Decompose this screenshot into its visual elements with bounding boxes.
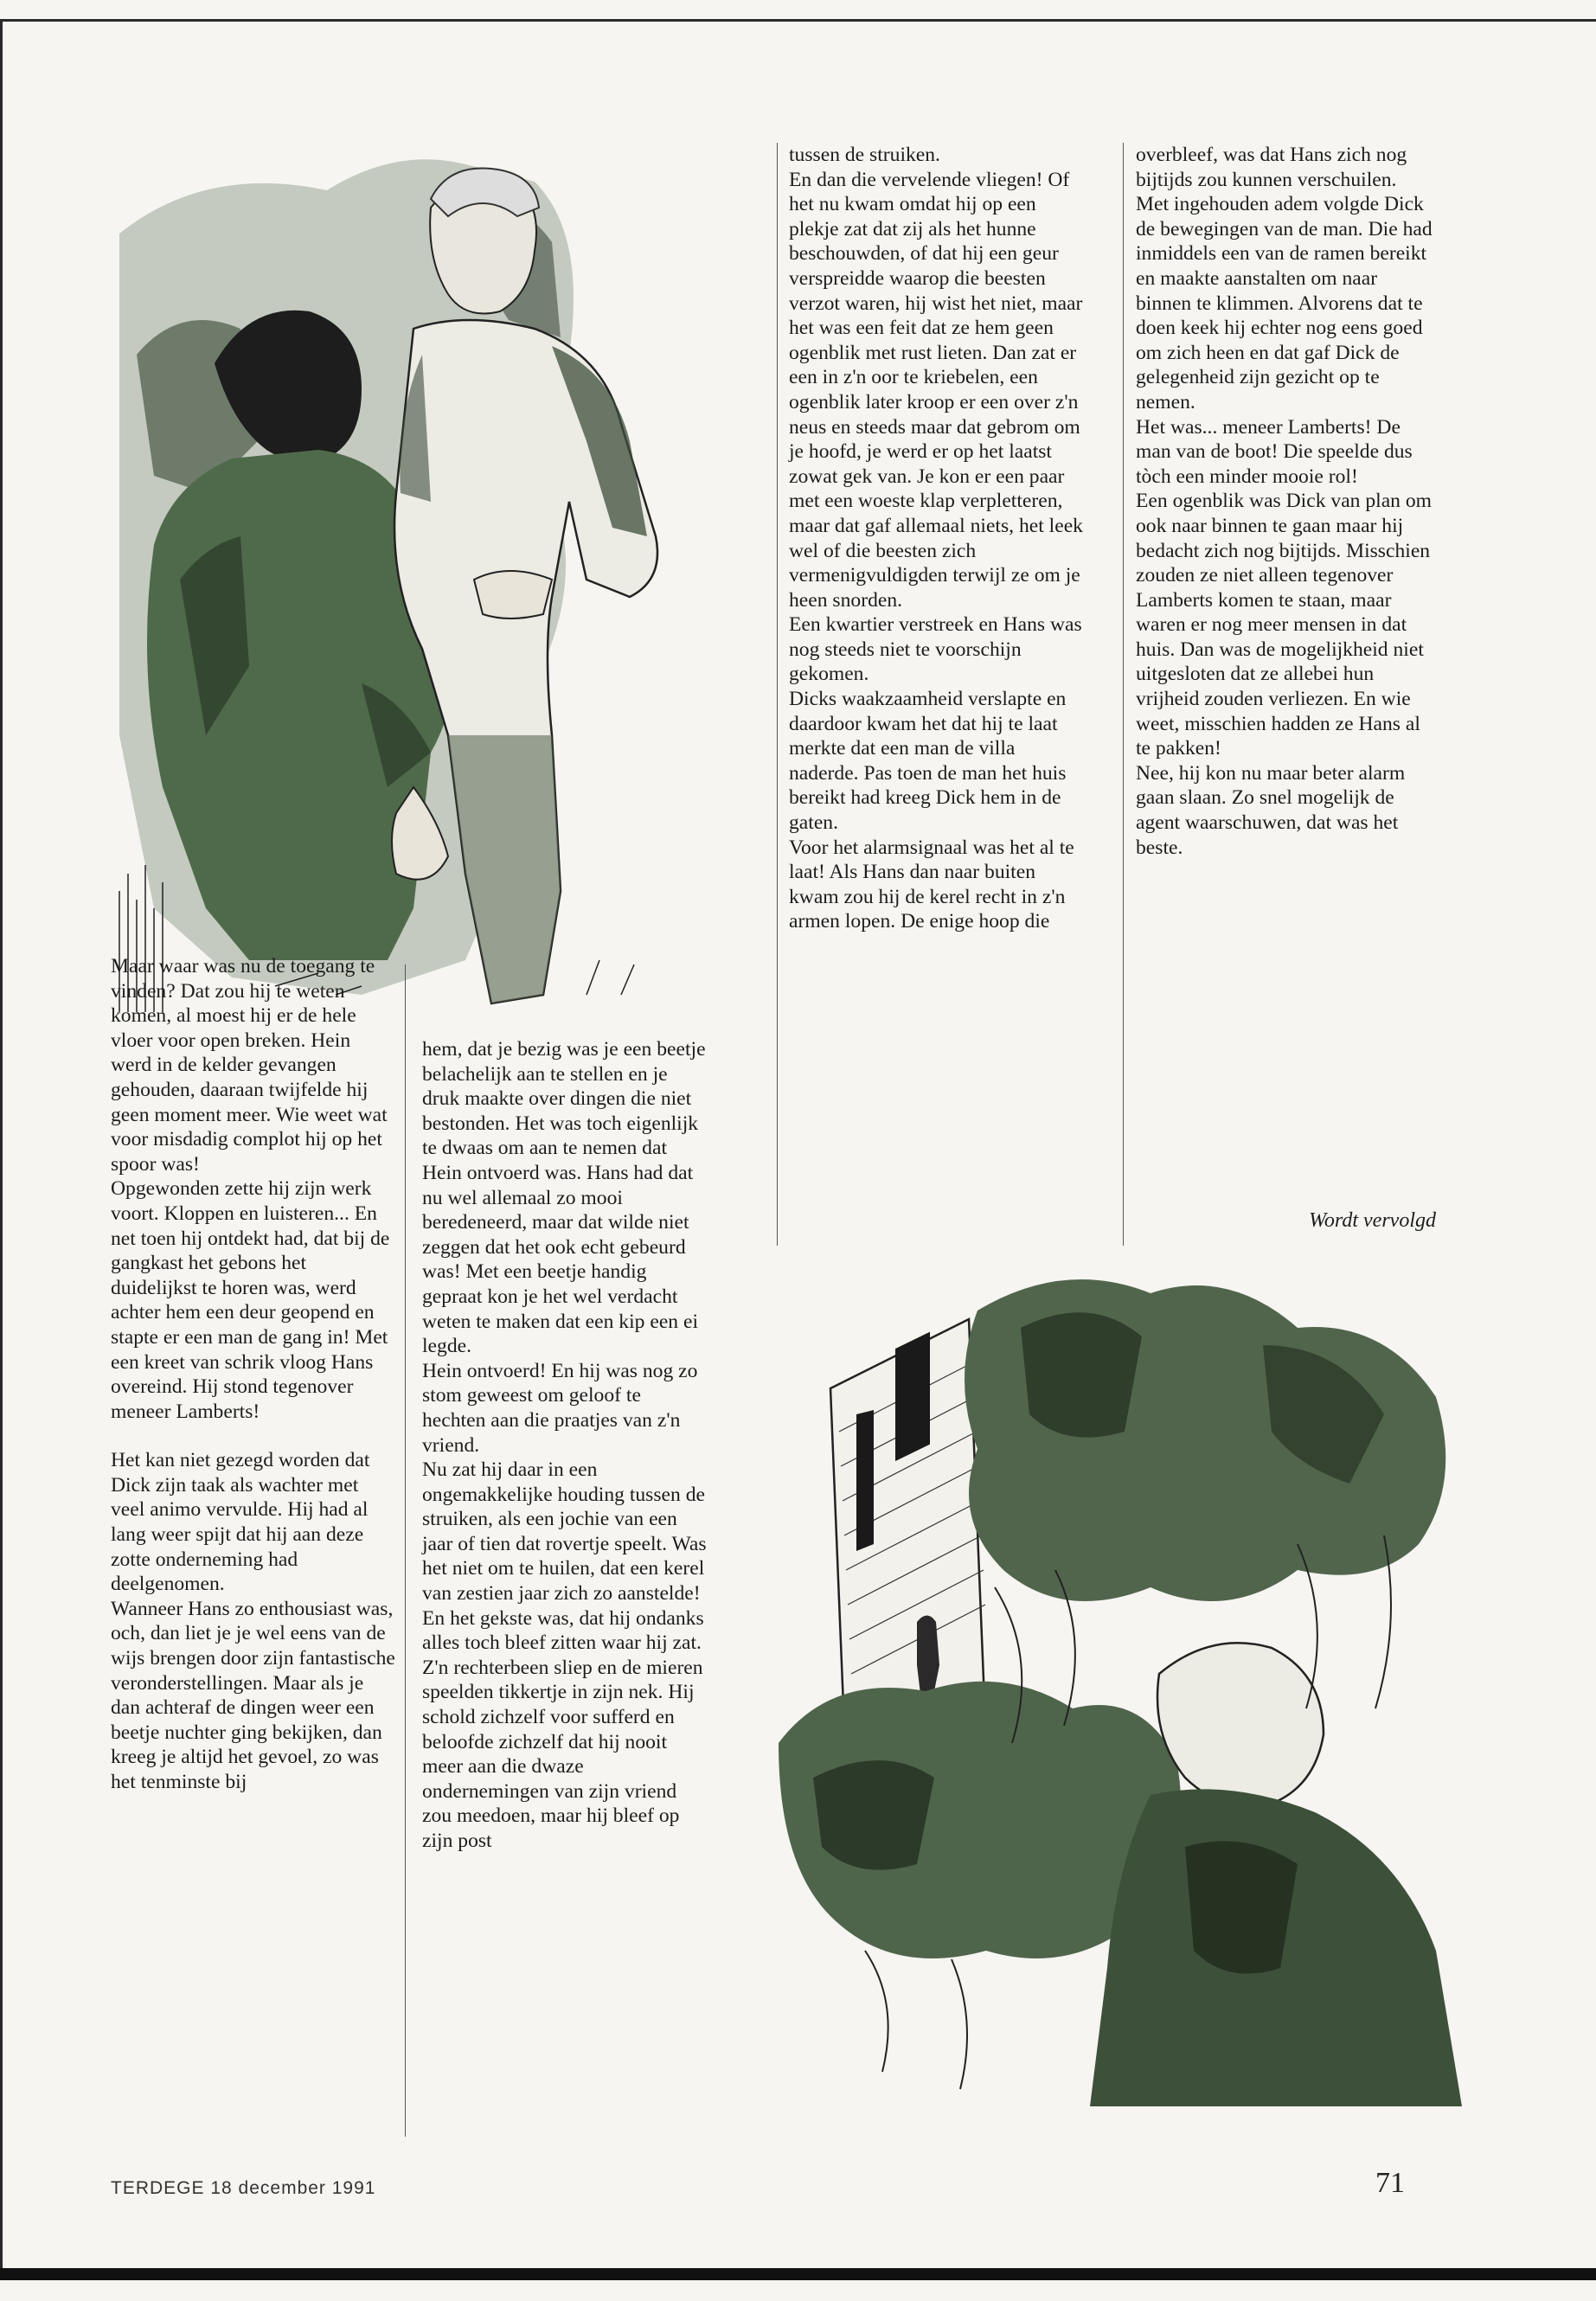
text-column-1 xyxy=(111,954,396,1795)
publication-footer: TERDEGE 18 december 1991 xyxy=(111,2178,376,2198)
paragraph: tussen de struiken. xyxy=(789,144,940,166)
paragraph: Een ogenblik was Dick van plan om ook naar binnen te gaan maar hij bedacht zich nog bijtijds. Misschien zouden ze niet alleen tegenover Lamberts komen te staan, maar waren er nog meer mensen in dat huis. Dan was de mogelijkheid niet uitgesloten dat ze allebei hun vrijheid zouden verliezen. En wie weet, misschien hadden ze Hans al te pakken! xyxy=(1136,490,1433,760)
paragraph: Maar waar was nu de toegang te vinden? Dat zou hij te weten komen, al moest hij er de hele vloer voor open breken. Hein werd in de kelder gevangen gehouden, daaraan twijfelde hij geen moment meer. Wie weet wat voor misdadig complot hij op het spoor was! xyxy=(111,955,388,1176)
continued-note: Wordt vervolgd xyxy=(1309,1209,1436,1232)
text-column-2 xyxy=(422,1037,708,1854)
paragraph: En dan die vervelende vliegen! Of het nu kwam omdat hij op een plekje zat dat zij als het hunne beschouwden, of dat hij een geur verspreidde waarop die beesten verzot waren, hij wist het niet, maar het was een feit dat ze hem geen ogenblik met rust lieten. Dan zat er een in z'n oor te kriebelen, een ogenblik later kroop er een over z'n neus en steeds maar dat gebrom om je hoofd, je werd er op het laatst zowat gek van. Je kon er een paar met een woeste klap verpletteren, maar dat gaf allemaal niets, het leek wel of die beesten zich vermenigvuldigden terwijl ze om je heen snorden. xyxy=(789,168,1083,612)
paragraph: Het was... meneer Lamberts! De man van de boot! Die speelde dus tòch een minder mooie rol! xyxy=(1136,415,1413,488)
paragraph: hem, dat je bezig was je een beetje belachelijk aan te stellen en je druk maakte over dingen die niet bestonden. Het was toch eigenlijk te dwaas om aan te nemen dat Hein ontvoerd was. Hans had dat nu wel allemaal zo mooi beredeneerd, maar dat wilde niet zeggen dat het ook echt gebeurd was! Met een beetje handig gepraat kon je het wel verdacht weten te maken dat een kip een ei legde. xyxy=(422,1038,706,1358)
paragraph: Hein ontvoerd! En hij was nog zo stom geweest om geloof te hechten aan die praatjes van z'n vriend. xyxy=(422,1359,698,1457)
column-rule xyxy=(405,965,406,2137)
page-number: 71 xyxy=(1375,2167,1405,2199)
column-rule xyxy=(1123,143,1124,1246)
page-border-left xyxy=(0,19,3,2268)
paragraph: Opgewonden zette hij zijn werk voort. Kloppen en luisteren... En net toen hij ontdekt had, dat bij de gangkast het gebons het duidelijkst te horen was, werd achter hem een deur geopend en stapte er een man de gang in! Met een kreet van schrik vloog Hans overeind. Hij stond tegenover meneer Lamberts! xyxy=(111,1177,390,1423)
illustration-house-bushes xyxy=(779,1259,1471,2106)
page-border-top xyxy=(0,19,1596,22)
paragraph: Nee, hij kon nu maar beter alarm gaan slaan. Zo snel mogelijk de agent waarschuwen, dat was het beste. xyxy=(1136,761,1406,859)
paragraph: overbleef, was dat Hans zich nog bijtijds zou kunnen verschuilen. xyxy=(1136,144,1407,191)
paragraph: Nu zat hij daar in een ongemakkelijke houding tussen de struiken, als een jochie van een jaar of tien dat rovertje speelt. Was het niet om te huilen, dat een kerel van zestien jaar zich zo aanstelde! En het gekste was, dat hij ondanks alles toch bleef zitten waar hij zat. Z'n rechterbeen sliep en de mieren speelden tikkertje in zijn nek. Hij schold zichzelf voor sufferd en beloofde zichzelf dat hij nooit meer aan die dwaze ondernemingen van zijn vriend zou meedoen, maar hij bleef op zijn post xyxy=(422,1458,707,1852)
text-column-3 xyxy=(789,143,1083,934)
paragraph: Een kwartier verstreek en Hans was nog steeds niet te voorschijn gekomen. xyxy=(789,613,1082,686)
paragraph: Dicks waakzaamheid verslapte en daardoor kwam het dat hij te laat merkte dat een man de villa naderde. Pas toen de man het huis bereikt had kreeg Dick hem in de gaten. xyxy=(789,688,1067,835)
paragraph: Met ingehouden adem volgde Dick de bewegingen van de man. Die had inmiddels een van de ramen bereikt en maakte aanstalten om naar binnen te klimmen. Alvorens dat te doen keek hij echter nog eens goed om zich heen en dat gaf Dick de gelegenheid zijn gezicht op te nemen. xyxy=(1136,193,1433,413)
paragraph: Het kan niet gezegd worden dat Dick zijn taak als wachter met veel animo vervulde. Hij had al lang weer spijt dat hij aan deze zotte onderneming had deelgenomen. xyxy=(111,1449,370,1596)
page-border-bottom xyxy=(0,2268,1596,2280)
paragraph: Voor het alarmsignaal was het al te laat! Als Hans dan naar buiten kwam zou hij de kerel recht in z'n armen lopen. De enige hoop die xyxy=(789,836,1074,933)
column-rule xyxy=(777,143,778,1246)
illustration-two-men xyxy=(102,130,785,1021)
text-column-4 xyxy=(1136,143,1434,860)
paragraph: Wanneer Hans zo enthousiast was, och, dan liet je je wel eens van de wijs brengen door zijn fantastische veronderstellingen. Maar als je dan achteraf de dingen weer een beetje nuchter ging bekijken, dan kreeg je altijd het gevoel, zo was het tenminste bij xyxy=(111,1597,395,1793)
